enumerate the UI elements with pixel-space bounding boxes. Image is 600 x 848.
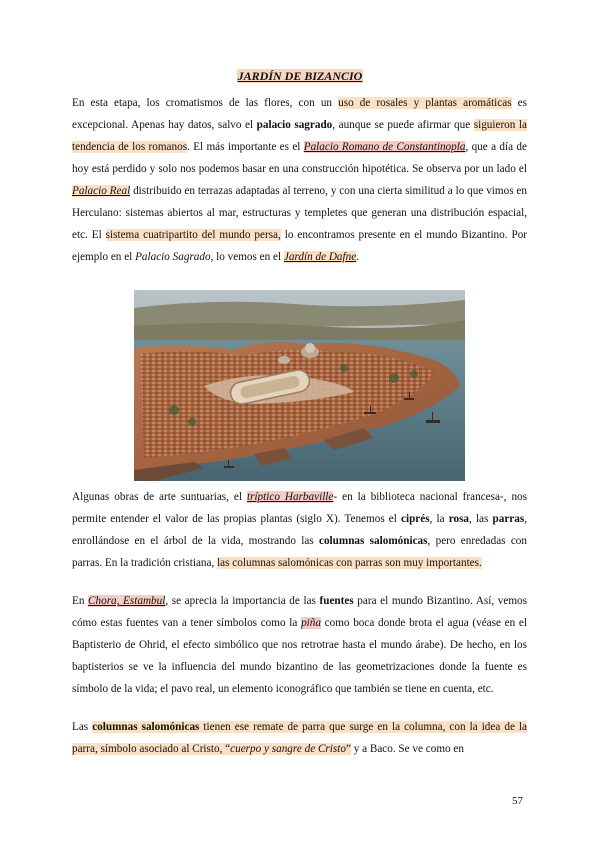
page-number: 57 [512,795,523,807]
text-run: , lo vemos en el [210,251,284,263]
paragraph-chora [72,590,527,700]
text-run: Algunas obras de arte suntuarias, el [72,491,247,503]
paragraph-triptico [72,486,527,574]
text-run: Las [72,721,93,733]
highlight-link[interactable]: Palacio Romano de Constantinopla [303,141,466,153]
highlight: siguieron la tendencia de los romanos [72,119,527,153]
text-run: es excepcional. Apenas hay datos, salvo el [72,97,528,131]
constantinople-city-illustration [134,290,465,481]
text-run: , aunque se puede afirmar que [332,119,474,131]
text-run: . [356,251,359,263]
highlight: ” [345,743,351,755]
text-run: , las [469,513,493,525]
text-run: En [72,595,89,607]
text-run: , que a día de hoy está perdido y solo nos podemos basar en una construcción hipotética. Se observa por un lado el [72,141,527,175]
text-run: para el mundo Bizantino. Así, vemos cómo estas fuentes van a tener símbolos como la [72,595,527,629]
bold-term: fuentes [319,595,354,607]
paragraph-columnas [72,716,527,760]
text-run: distribuido en terrazas adaptadas al terreno, y con una cierta similitud a lo que vimos en Herculano: sistemas abiertos al mar, estructuras y templetes que generan una distribución espacial, etc. El [72,185,527,241]
highlight: tienen ese remate de parra que surge en la columna, con la idea de la parra, símbolo asociado al Cristo, “ [72,721,528,755]
text-run: lo encontramos presente en el mundo Bizantino. Por ejemplo en el [72,229,528,263]
paragraph-palacio [72,92,527,268]
highlight-link[interactable]: Palacio Real [72,185,131,197]
highlight: las columnas salomónicas con parras son muy importantes. [217,557,482,569]
bold-term: palacio sagrado [256,119,333,131]
highlight-link[interactable]: tríptico Harbaville [246,491,334,503]
text-run: y a Baco. Se ve como en [350,743,464,755]
text-run: , pero enredadas con parras. En la tradición cristiana, [72,535,527,569]
italic-quote: cuerpo y sangre de Cristo [230,743,346,755]
text-run: - en la biblioteca nacional francesa-, nos permite entender el valor de las propias plantas (siglo X). Tenemos el [72,491,527,525]
text-run: , enrollándose en el árbol de la vida, mostrando las [72,513,527,547]
bold-term: columnas salomónicas [92,721,200,733]
text-run: , se aprecia la importancia de las [165,595,320,607]
bold-term: parras [492,513,525,525]
city-panorama-image [134,290,465,481]
page-title-text: JARDÍN DE BIZANCIO [237,69,363,83]
text-run: , la [429,513,449,525]
bold-term: ciprés [401,513,430,525]
highlight: sistema cuatripartito del mundo persa, [105,229,281,241]
italic-term: Palacio Sagrado [135,251,211,263]
text-run: . El más importante es el [187,141,304,153]
bold-term: columnas salomónicas [318,535,428,547]
highlight-italic: piña [301,617,321,629]
highlight-link[interactable]: Chora, Estambul [88,595,166,607]
text-run: En esta etapa, los cromatismos de las flores, con un [72,97,339,109]
bold-term: rosa [448,513,470,525]
page-title [0,69,600,84]
highlight: uso de rosales y plantas aromáticas [338,97,512,109]
highlight-link[interactable]: Jardín de Dafne [283,251,357,263]
text-run: como boca donde brota el agua (véase en el Baptisterio de Ohrid, el efecto simbólico que nos retrotrae hasta el mundo árabe). De hecho, en los baptisterios se ve la influencia del mundo bizantino de las geometrizaciones donde la fuente es símbolo de la vida; el pavo real, un elemento iconográfico que también se tiene en cuenta, etc. [72,617,527,695]
